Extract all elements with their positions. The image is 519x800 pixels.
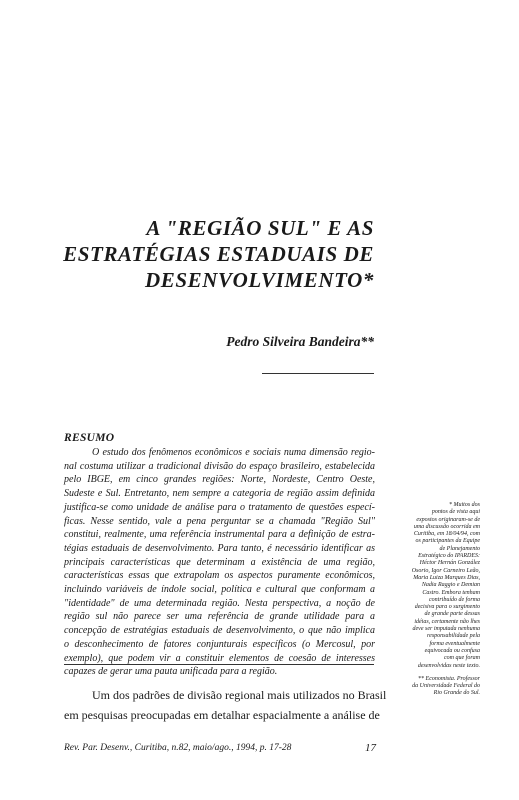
- abstract-line: O estudo dos fenômenos econômicos e sociais numa dimensão regio-: [92, 447, 375, 458]
- title-line: ESTRATÉGIAS ESTADUAIS DE: [63, 242, 374, 266]
- body-line: em pesquisas preocupadas em detalhar espacialmente a análise de: [64, 708, 380, 722]
- footnote-line: * Muitos dos: [448, 502, 480, 508]
- body-line: Um dos padrões de divisão regional mais utilizados no Brasil: [92, 688, 387, 702]
- journal-citation: Rev. Par. Desenv., Curitiba, n.82, maio/ago., 1994, p. 17-28: [64, 743, 292, 753]
- footnote-line: de grande parte dessas: [424, 611, 480, 618]
- abstract-line: o desconhecimento de fatores conjunturais específicos (o Mercosul, por: [64, 638, 375, 650]
- footnote-line: ** Economista. Professor: [418, 675, 480, 682]
- footnote-line: Castro. Embora tenham: [422, 589, 480, 596]
- abstract-line: "identidade" de uma determinada região. Nesta perspectiva, a noção de: [64, 597, 375, 609]
- footnote-line: Rio Grande do Sul.: [433, 690, 480, 697]
- abstract-line: incluindo variáveis de índole social, política e cultural que conformam a: [64, 584, 375, 596]
- abstract-text: [64, 446, 375, 679]
- divider: [262, 373, 374, 374]
- abstract-line: características essas que extrapolam os aspectos puramente econômicos,: [64, 570, 375, 582]
- footnotes: [382, 502, 480, 698]
- footnote-line: Estratégico do IPARDES:: [418, 553, 480, 560]
- divider: [64, 664, 374, 665]
- footnote-line: com que foram: [444, 655, 480, 662]
- abstract-heading: RESUMO: [64, 432, 115, 444]
- footnote-line: pontos de vista aqui: [431, 509, 480, 516]
- body-paragraph: [64, 685, 387, 725]
- article-title: [63, 215, 374, 293]
- footnote-line: Nadia Raggio e Demian: [421, 582, 480, 589]
- footnote-line: deve ser imputada nenhuma: [412, 626, 480, 633]
- author-name: Pedro Silveira Bandeira**: [226, 334, 374, 349]
- abstract-line: capazes de gerar uma pauta unificada para a região.: [64, 666, 278, 678]
- abstract-line: nal costuma utilizar a tradicional divisão do espaço brasileiro, estabelecida: [64, 460, 375, 472]
- footnote-line: decisiva para o surgimento: [414, 604, 480, 611]
- footnote-line: idéias, certamente não lhes: [414, 618, 480, 625]
- footnote-line: forma eventualmente: [429, 640, 480, 647]
- abstract-line: região sul não parece ser uma referência de grande utilidade para a: [64, 611, 375, 623]
- abstract-line: justifica-se como unidade de análise para o tratamento de questões especí-: [64, 501, 375, 513]
- footnote-line: Maria Luiza Marques Dias,: [413, 574, 480, 581]
- abstract-line: concepção de estratégias estaduais de desenvolvimento, o que não implica: [64, 625, 375, 637]
- abstract-line: pelo IBGE, em cinco grandes regiões: Norte, Nordeste, Centro Oeste,: [64, 474, 375, 486]
- footnote-line: responsabilidade pela: [427, 633, 480, 640]
- abstract-line: ficas. Nesse sentido, vale a pena perguntar se a chamada "Região Sul": [64, 515, 375, 527]
- footnote-line: expostos originaram-se de: [416, 516, 480, 523]
- footnote-line: de Planejamento: [439, 545, 480, 552]
- footnote-line: Héctor Hernán González: [419, 560, 480, 567]
- page-number: 17: [365, 742, 376, 754]
- title-line: DESENVOLVIMENTO*: [145, 268, 374, 292]
- footnote-line: uma discussão ocorrida em: [413, 523, 480, 530]
- title-line: A "REGIÃO SUL" E AS: [146, 216, 374, 240]
- footnote-line: os participantes da Equipe: [415, 538, 480, 545]
- footnote-line: desenvolvidas neste texto.: [417, 662, 480, 669]
- abstract-line: principais características que determinam a existência de uma região,: [64, 556, 375, 568]
- abstract-line: exemplo), que podem vir a constituir elementos de coesão de interesses: [64, 652, 375, 664]
- abstract-line: Sudeste e Sul. Entretanto, nem sempre a categoria de região assim definida: [64, 488, 375, 500]
- footnote-line: equivocada ou confusa: [424, 647, 480, 654]
- footnote-line: Curitiba, em 18/04/94, com: [413, 531, 480, 538]
- abstract-line: constitui, realmente, uma referência instrumental para a definição de estra-: [64, 529, 375, 541]
- footnote-line: da Universidade Federal do: [412, 683, 480, 690]
- footnote-line: Osorio, Igor Carneiro Leão,: [411, 567, 480, 574]
- abstract-line: tégias estaduais de desenvolvimento. Para tanto, é necessário identificar as: [64, 542, 375, 554]
- footnote-line: contribuído de forma: [429, 596, 480, 603]
